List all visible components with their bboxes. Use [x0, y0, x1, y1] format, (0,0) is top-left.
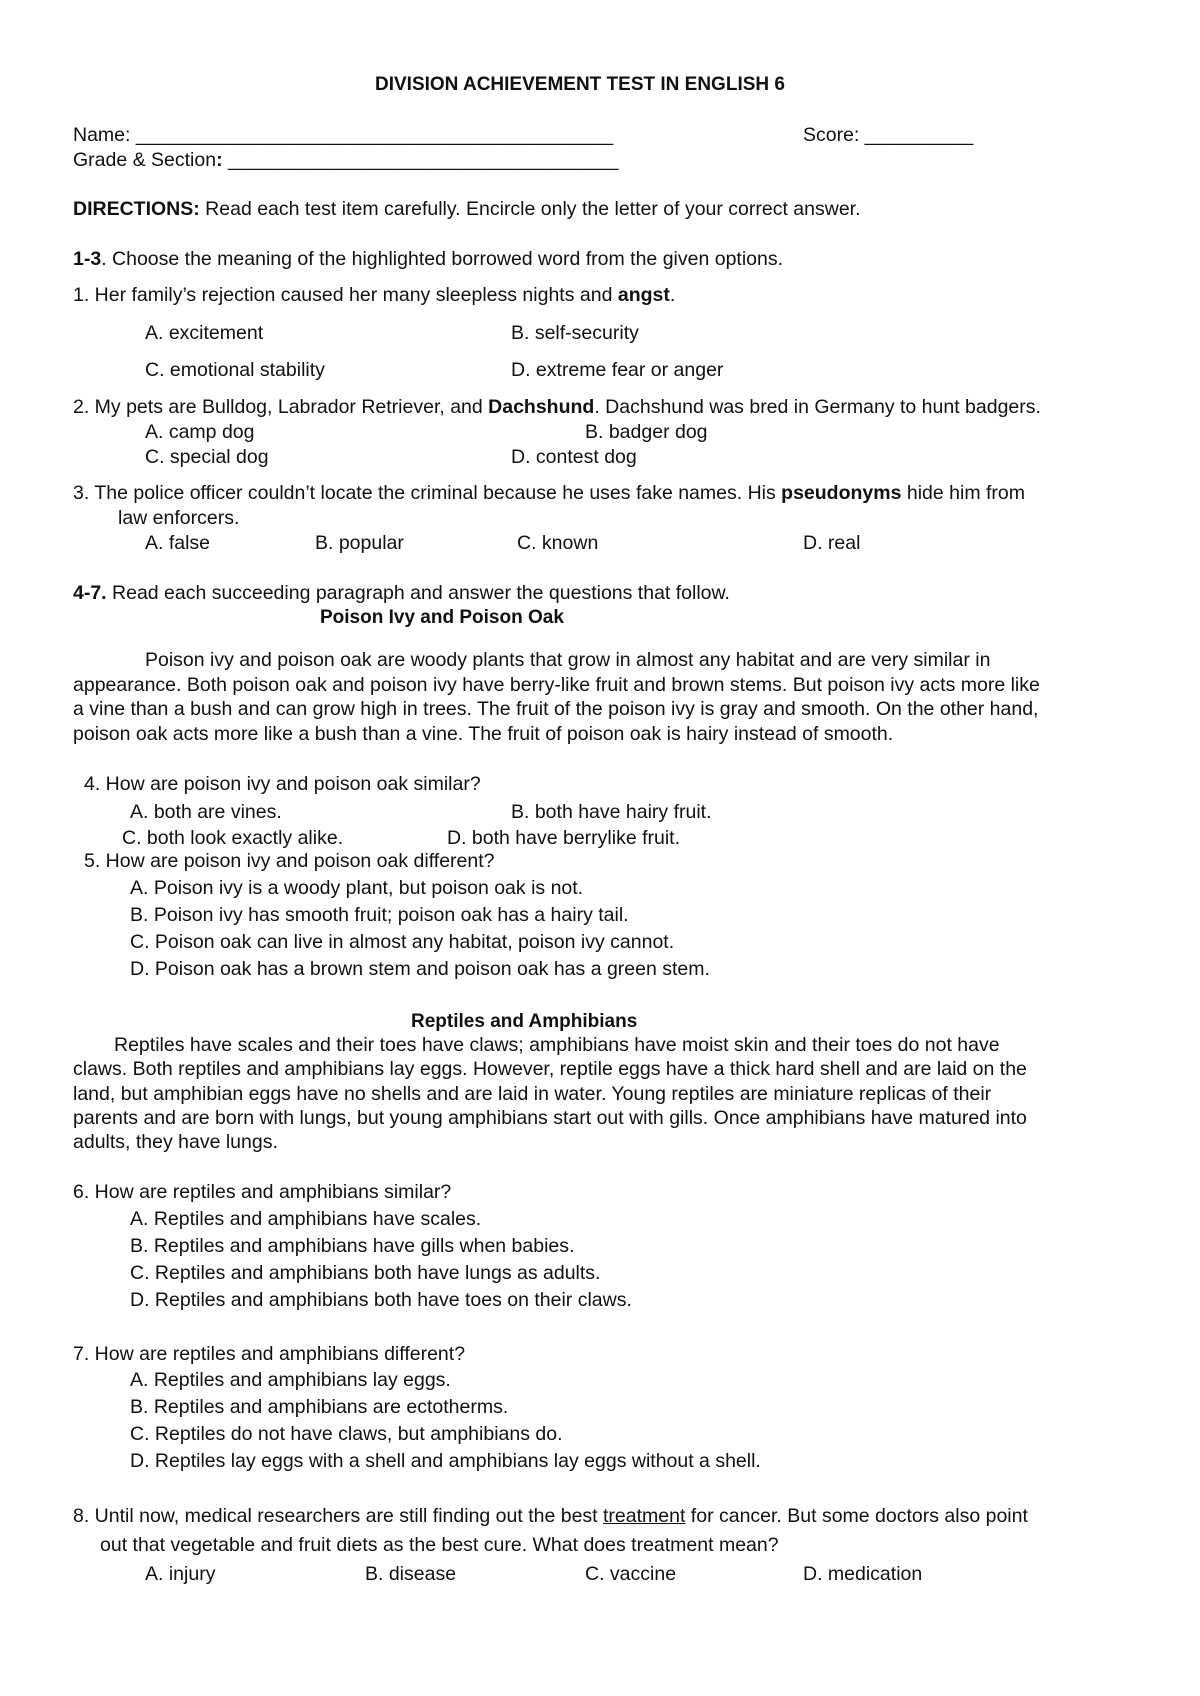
passage-2-line: land, but amphibian eggs have no shells and are laid in water. Young reptiles are miniature replicas of their — [73, 1083, 992, 1105]
q7-option-c[interactable]: C. Reptiles do not have claws, but amphibians do. — [130, 1423, 563, 1445]
part2-instruction — [73, 584, 730, 604]
question-8-line2: out that vegetable and fruit diets as the best cure. What does treatment mean? — [100, 1534, 779, 1556]
q3-option-a[interactable]: A. false — [145, 532, 211, 554]
highlighted-word: pseudonyms — [781, 482, 902, 504]
q6-option-a[interactable]: A. Reptiles and amphibians have scales. — [130, 1208, 482, 1230]
name-field[interactable] — [73, 126, 613, 146]
part1-label: 1-3 — [73, 248, 102, 270]
q3-option-b[interactable]: B. popular — [315, 532, 404, 554]
q2-option-c[interactable]: C. special dog — [145, 446, 269, 468]
q4-option-d[interactable]: D. both have berrylike fruit. — [447, 827, 681, 849]
q6-option-b[interactable]: B. Reptiles and amphibians have gills when babies. — [130, 1235, 575, 1257]
q6-option-d[interactable]: D. Reptiles and amphibians both have toes on their claws. — [130, 1289, 632, 1311]
question-3-line2: law enforcers. — [118, 507, 240, 529]
grade-label: Grade & Section — [73, 149, 217, 171]
q1-option-b[interactable]: B. self-security — [511, 322, 639, 344]
question-4: 4. How are poison ivy and poison oak similar? — [84, 773, 481, 795]
question-6: 6. How are reptiles and amphibians similar? — [73, 1181, 452, 1203]
part1-text: . Choose the meaning of the highlighted borrowed word from the given options. — [101, 248, 784, 270]
directions — [73, 200, 861, 220]
name-line: ____________________________________________ — [135, 124, 614, 146]
question-text: 2. My pets are Bulldog, Labrador Retriever, and — [73, 396, 489, 418]
q4-option-c[interactable]: C. both look exactly alike. — [122, 827, 344, 849]
page-title: DIVISION ACHIEVEMENT TEST IN ENGLISH 6 — [375, 74, 785, 95]
q1-option-a[interactable]: A. excitement — [145, 322, 264, 344]
part2-label: 4-7. — [73, 582, 107, 604]
question-text-end: . Dachshund was bred in Germany to hunt badgers. — [594, 396, 1041, 418]
name-label: Name: — [73, 124, 136, 146]
passage-1-line: appearance. Both poison oak and poison ivy have berry-like fruit and brown stems. But poison ivy acts more like — [73, 674, 1040, 696]
grade-line: ____________________________________ — [228, 149, 619, 171]
q2-option-d[interactable]: D. contest dog — [511, 446, 637, 468]
part2-text: Read each succeeding paragraph and answer the questions that follow. — [106, 582, 730, 604]
score-field[interactable] — [803, 126, 973, 146]
q5-option-a[interactable]: A. Poison ivy is a woody plant, but poison oak is not. — [130, 877, 584, 899]
question-8 — [73, 1507, 1028, 1527]
q5-option-b[interactable]: B. Poison ivy has smooth fruit; poison oak has a hairy tail. — [130, 904, 629, 926]
question-text: 1. Her family’s rejection caused her many sleepless nights and — [73, 284, 618, 306]
question-5: 5. How are poison ivy and poison oak different? — [84, 850, 495, 872]
question-text-end: hide him from — [901, 482, 1025, 504]
passage-2-title: Reptiles and Amphibians — [411, 1011, 638, 1032]
question-text: 8. Until now, medical researchers are still finding out the best — [73, 1505, 604, 1527]
score-label: Score: — [803, 124, 865, 146]
passage-2-line: claws. Both reptiles and amphibians lay eggs. However, reptile eggs have a thick hard shell and are laid on the — [73, 1058, 1027, 1080]
passage-1-line: a vine than a bush and can grow high in trees. The fruit of the poison ivy is gray and smooth. On the other hand, — [73, 698, 1039, 720]
directions-text: Read each test item carefully. Encircle only the letter of your correct answer. — [199, 198, 861, 220]
q7-option-d[interactable]: D. Reptiles lay eggs with a shell and amphibians lay eggs without a shell. — [130, 1450, 761, 1472]
q7-option-b[interactable]: B. Reptiles and amphibians are ectotherms. — [130, 1396, 509, 1418]
passage-1-title: Poison Ivy and Poison Oak — [320, 607, 564, 628]
grade-colon: : — [216, 149, 223, 171]
highlighted-word: Dachshund — [488, 396, 595, 418]
q8-option-b[interactable]: B. disease — [365, 1563, 457, 1585]
q1-option-c[interactable]: C. emotional stability — [145, 359, 325, 381]
question-1 — [73, 286, 675, 306]
q8-option-c[interactable]: C. vaccine — [585, 1563, 677, 1585]
q2-option-b[interactable]: B. badger dog — [585, 421, 708, 443]
score-line: __________ — [864, 124, 974, 146]
underlined-word: treatment — [603, 1505, 686, 1527]
question-2 — [73, 398, 1041, 418]
q8-option-a[interactable]: A. injury — [145, 1563, 216, 1585]
q3-option-c[interactable]: C. known — [517, 532, 599, 554]
q4-option-a[interactable]: A. both are vines. — [130, 801, 282, 823]
q5-option-d[interactable]: D. Poison oak has a brown stem and poison oak has a green stem. — [130, 958, 710, 980]
passage-1-line: Poison ivy and poison oak are woody plants that grow in almost any habitat and are very similar in — [145, 649, 991, 671]
question-3 — [73, 484, 1025, 504]
q8-option-d[interactable]: D. medication — [803, 1563, 923, 1585]
question-text-end: for cancer. But some doctors also point — [685, 1505, 1028, 1527]
passage-2-line: adults, they have lungs. — [73, 1131, 278, 1153]
grade-section-field[interactable] — [73, 151, 618, 171]
highlighted-word: angst — [617, 284, 670, 306]
passage-1-line: poison oak acts more like a bush than a vine. The fruit of poison oak is hairy instead of smooth. — [73, 723, 894, 745]
q6-option-c[interactable]: C. Reptiles and amphibians both have lungs as adults. — [130, 1262, 601, 1284]
directions-label: DIRECTIONS: — [73, 198, 200, 220]
q7-option-a[interactable]: A. Reptiles and amphibians lay eggs. — [130, 1369, 451, 1391]
passage-2-line: parents and are born with lungs, but young amphibians start out with gills. Once amphibians have matured into — [73, 1107, 1027, 1129]
q2-option-a[interactable]: A. camp dog — [145, 421, 255, 443]
q4-option-b[interactable]: B. both have hairy fruit. — [511, 801, 712, 823]
part1-instruction — [73, 250, 783, 270]
q5-option-c[interactable]: C. Poison oak can live in almost any habitat, poison ivy cannot. — [130, 931, 675, 953]
question-text-end: . — [669, 284, 676, 306]
passage-2-line: Reptiles have scales and their toes have claws; amphibians have moist skin and their toes do not have — [114, 1034, 1000, 1056]
q1-option-d[interactable]: D. extreme fear or anger — [511, 359, 724, 381]
question-text: 3. The police officer couldn’t locate the criminal because he uses fake names. His — [73, 482, 782, 504]
q3-option-d[interactable]: D. real — [803, 532, 861, 554]
question-7: 7. How are reptiles and amphibians different? — [73, 1343, 466, 1365]
